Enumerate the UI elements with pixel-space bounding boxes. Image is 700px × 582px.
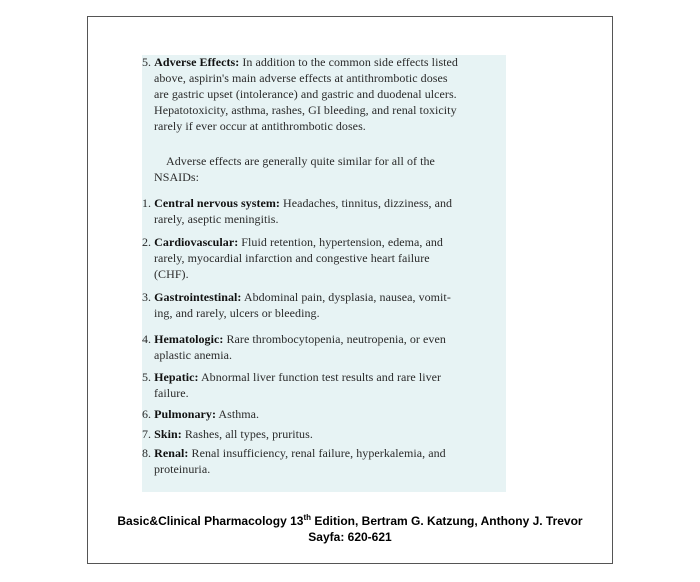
intro-line-2: NSAIDs: xyxy=(154,170,200,184)
item-4-heading: Hematologic: xyxy=(154,332,224,346)
adverse-effects-heading: Adverse Effects: xyxy=(154,55,240,69)
item-1-heading: Central nervous system: xyxy=(154,196,280,210)
adverse-effects-text: In addition to the common side effects listed xyxy=(239,55,458,69)
item-8-line-1 xyxy=(142,446,446,460)
item-1-number: 1. xyxy=(142,196,152,210)
adverse-effects-line-4: Hepatotoxicity, asthma, rashes, GI bleeding, and renal toxicity xyxy=(154,103,457,117)
page-reference: Sayfa: 620-621 xyxy=(308,530,392,544)
item-5-text: Abnormal liver function test results and rare liver xyxy=(198,370,442,384)
item-3-text: Abdominal pain, dysplasia, nausea, vomit- xyxy=(241,290,451,304)
citation-title: Basic&Clinical Pharmacology 13 xyxy=(117,514,304,528)
item-3-heading: Gastrointestinal: xyxy=(154,290,242,304)
item-6-line-1 xyxy=(142,407,259,421)
item-5-heading: Hepatic: xyxy=(154,370,199,384)
item-4-line-1 xyxy=(142,332,446,346)
item-2-line-3: (CHF). xyxy=(154,267,189,281)
adverse-effects-line-1 xyxy=(142,55,458,69)
item-3-number: 3. xyxy=(142,290,152,304)
item-2-line-2: rarely, myocardial infarction and congestive heart failure xyxy=(154,251,430,265)
item-4-text: Rare thrombocytopenia, neutropenia, or even xyxy=(223,332,446,346)
item-2-heading: Cardiovascular: xyxy=(154,235,239,249)
citation-authors: Edition, Bertram G. Katzung, Anthony J. Trevor xyxy=(311,514,583,528)
item-3-line-1 xyxy=(142,290,451,304)
item-7-heading: Skin: xyxy=(154,427,182,441)
scanned-excerpt xyxy=(142,55,506,492)
item-2-number: 2. xyxy=(142,235,152,249)
adverse-effects-line-5: rarely if ever occur at antithrombotic doses. xyxy=(154,119,366,133)
adverse-effects-line-3: are gastric upset (intolerance) and gastric and duodenal ulcers. xyxy=(154,87,457,101)
item-1-text: Headaches, tinnitus, dizziness, and xyxy=(279,196,453,210)
item-6-text: Asthma. xyxy=(216,407,260,421)
item-6-number: 6. xyxy=(142,407,152,421)
item-2-text: Fluid retention, hypertension, edema, and xyxy=(238,235,443,249)
item-7-line-1 xyxy=(142,427,313,441)
item-6-heading: Pulmonary: xyxy=(154,407,217,421)
item-5-number: 5. xyxy=(142,370,152,384)
item-3-line-2: ing, and rarely, ulcers or bleeding. xyxy=(154,306,320,320)
item-8-text: Renal insufficiency, renal failure, hyperkalemia, and xyxy=(188,446,446,460)
item-5-line-2: failure. xyxy=(154,386,189,400)
intro-line-1: Adverse effects are generally quite similar for all of the xyxy=(166,154,435,168)
citation-superscript: th xyxy=(303,513,312,522)
item-4-line-2: aplastic anemia. xyxy=(154,348,233,362)
item-8-line-2: proteinuria. xyxy=(154,462,211,476)
item-2-line-1 xyxy=(142,235,443,249)
item-5-line-1 xyxy=(142,370,441,384)
item-7-number: 7. xyxy=(142,427,152,441)
item-1-line-2: rarely, aseptic meningitis. xyxy=(154,212,279,226)
item-7-text: Rashes, all types, pruritus. xyxy=(181,427,313,441)
item-8-number: 8. xyxy=(142,446,152,460)
source-citation xyxy=(87,514,613,528)
adverse-effects-number: 5. xyxy=(142,55,152,69)
item-8-heading: Renal: xyxy=(154,446,189,460)
item-4-number: 4. xyxy=(142,332,152,346)
adverse-effects-line-2: above, aspirin's main adverse effects at antithrombotic doses xyxy=(154,71,448,85)
item-1-line-1 xyxy=(142,196,452,210)
